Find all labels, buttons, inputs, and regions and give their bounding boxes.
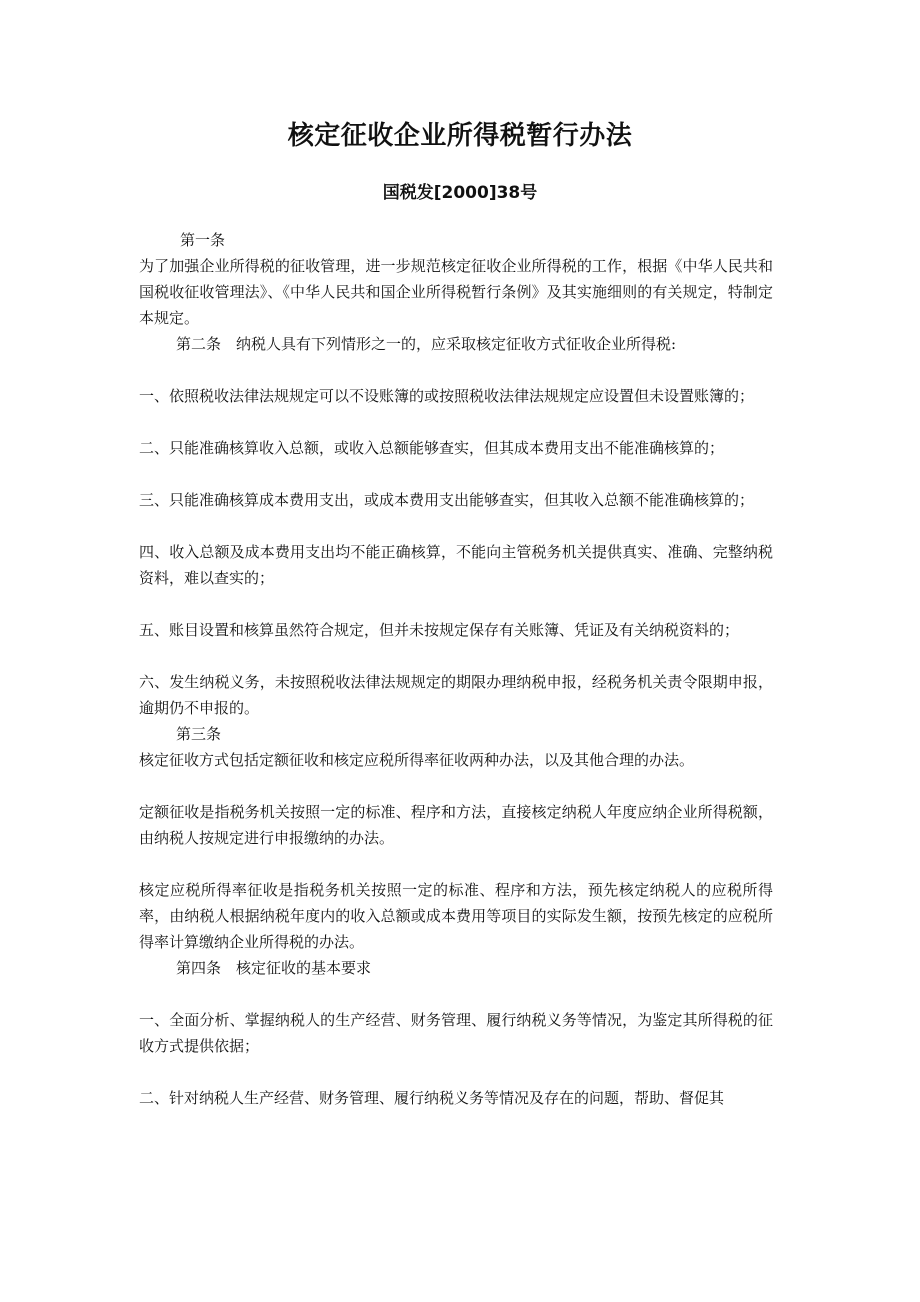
article-4-item: 一、全面分析、掌握纳税人的生产经营、财务管理、履行纳税义务等情况，为鉴定其所得税的征收方式提供依据；: [139, 1011, 773, 1055]
article-2-item: 四、收入总额及成本费用支出均不能正确核算，不能向主管税务机关提供真实、准确、完整纳税资料，难以查实的；: [139, 543, 773, 587]
document-number: 国税发[2000]38号: [382, 183, 538, 203]
article-2-item: 五、账目设置和核算虽然符合规定，但并未按规定保存有关账簿、凭证及有关纳税资料的；: [139, 621, 740, 639]
article-3-paragraph: 定额征收是指税务机关按照一定的标准、程序和方法，直接核定纳税人年度应纳企业所得税额，由纳税人按规定进行申报缴纳的办法。: [139, 803, 773, 847]
article-1-heading: 第一条: [180, 231, 226, 249]
article-3-paragraph: 核定应税所得率征收是指税务机关按照一定的标准、程序和方法，预先核定纳税人的应税所得率，由纳税人根据纳税年度内的收入总额或成本费用等项目的实际发生额，按预先核定的应税所得率计算缴纳企业所得税的办法。: [139, 881, 773, 951]
article-3-heading: 第三条: [176, 725, 222, 743]
article-2-item: 二、只能准确核算收入总额，或收入总额能够查实，但其成本费用支出不能准确核算的；: [139, 439, 725, 457]
article-2-item: 三、只能准确核算成本费用支出，或成本费用支出能够查实，但其收入总额不能准确核算的；: [139, 491, 755, 509]
document-title: 核定征收企业所得税暂行办法: [287, 121, 633, 151]
article-2-item: 一、依照税收法律法规规定可以不设账簿的或按照税收法律法规规定应设置但未设置账簿的；: [139, 387, 755, 405]
article-3-text: 核定征收方式包括定额征收和核定应税所得率征收两种办法，以及其他合理的办法。: [139, 751, 695, 769]
document-body: [139, 227, 773, 1111]
article-1-text: 为了加强企业所得税的征收管理，进一步规范核定征收企业所得税的工作，根据《中华人民共和国税收征收管理法》、《中华人民共和国企业所得税暂行条例》及其实施细则的有关规定，特制定本规定。: [139, 257, 773, 327]
article-2-heading: 第二条 纳税人具有下列情形之一的，应采取核定征收方式征收企业所得税:: [176, 335, 677, 353]
article-4-heading: 第四条 核定征收的基本要求: [176, 959, 372, 977]
article-4-item: 二、针对纳税人生产经营、财务管理、履行纳税义务等情况及存在的问题，帮助、督促其: [139, 1089, 725, 1107]
article-2-item: 六、发生纳税义务，未按照税收法律法规规定的期限办理纳税申报，经税务机关责令限期申报，逾期仍不申报的。: [139, 673, 773, 717]
